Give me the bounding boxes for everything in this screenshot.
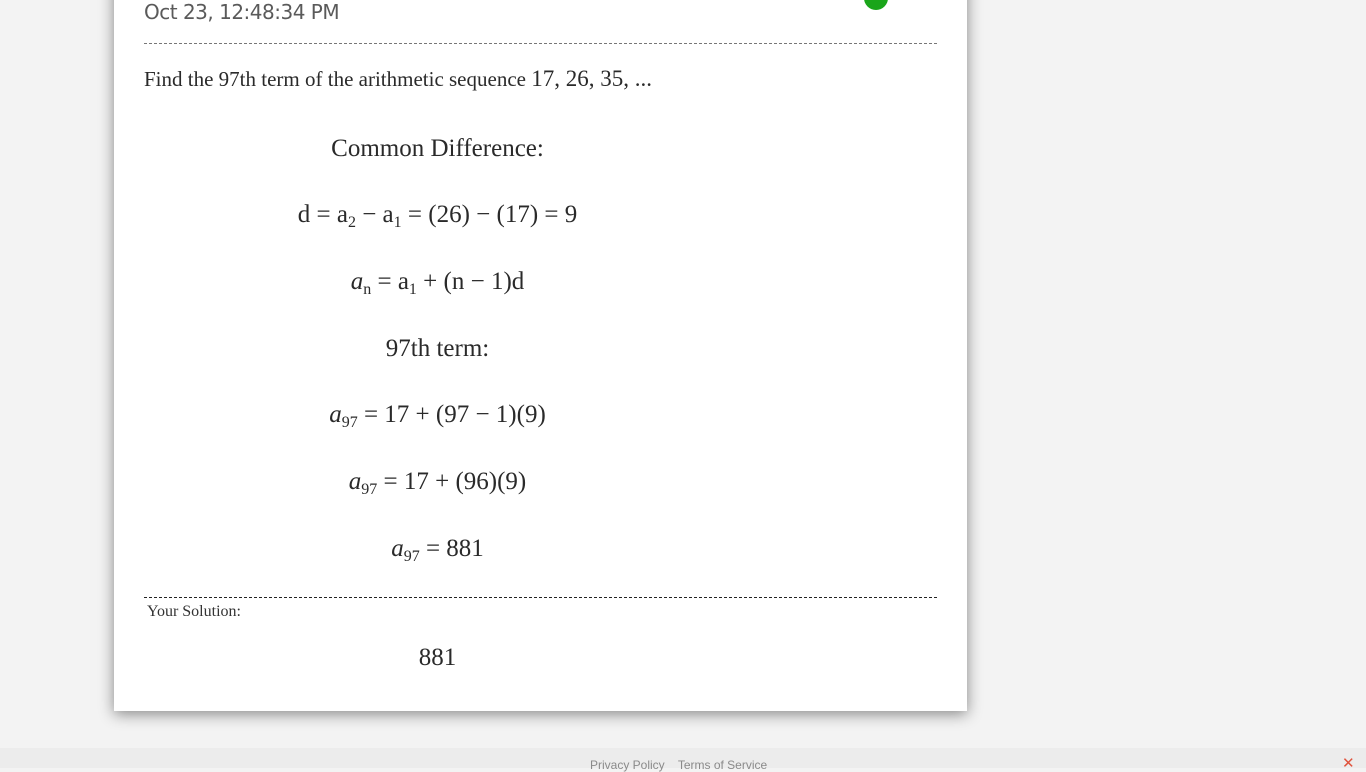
question-text [144, 66, 652, 92]
footer-links [590, 758, 777, 772]
your-solution-value: 881 [418, 644, 457, 671]
term-label: 97th term: [385, 335, 490, 362]
question-sequence: 17, 26, 35, ... [531, 66, 652, 91]
divider [144, 43, 937, 44]
your-solution-label: Your Solution: [147, 603, 241, 620]
terms-of-service-link[interactable]: Terms of Service [677, 758, 768, 772]
close-icon[interactable]: ✕ [1342, 754, 1355, 772]
term-result: $a_{97} = 881$ [391, 535, 484, 565]
general-formula: $a_n = a_1 + (n - 1)d$ [350, 268, 525, 298]
difference-equation: $d = a_2 - a_1 = (26) - (17) = 9$ [297, 201, 578, 231]
question-prompt: Find the 97th term of the arithmetic sequence [144, 67, 526, 91]
term-step-1: $a_{97} = 17 + (97 - 1)(9)$ [329, 401, 546, 431]
term-step-2: $a_{97} = 17 + (96)(9)$ [348, 468, 527, 498]
divider [144, 597, 937, 598]
privacy-policy-link[interactable]: Privacy Policy [590, 758, 665, 772]
timestamp: Oct 23, 12:48:34 PM [144, 0, 340, 24]
common-difference-label: Common Difference: [331, 135, 544, 162]
